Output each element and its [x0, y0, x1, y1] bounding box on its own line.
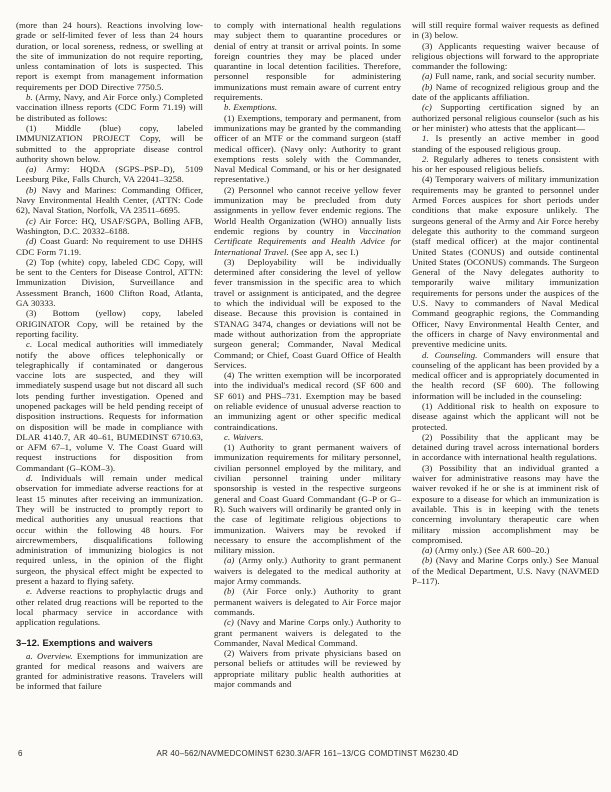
paragraph: [16, 586, 203, 627]
text-run: Adverse reactions to prophylactic drugs and other related drug reactions will be reported to the local pharmacy service in accordance with application regulations.: [16, 586, 203, 628]
italic-text-run: c. Waivers.: [224, 431, 264, 442]
paragraph: [412, 545, 599, 555]
text-run: (Army only.) Authority to grant permanent waivers is delegated to the medical authority at major Army commands.: [214, 555, 401, 587]
text-run: to comply with international health regulations may subject them to quarantine procedures or denial of entry at transit or arrival points. In some foreign countries they may be placed under quarantine in local detention facilities. Therefore, personnel responsible for administering immunizations must remain aware of current entry requirements.: [214, 20, 401, 103]
paragraph: [214, 113, 401, 185]
text-run: (Army only.) (See AR 600–20.): [432, 545, 550, 556]
paragraph: [214, 617, 401, 648]
paragraph: [16, 339, 203, 473]
italic-text-run: (a): [422, 545, 433, 556]
text-run: Regularly adheres to tenets consistent with his or her espoused religious beliefs.: [412, 153, 599, 175]
page-footer: [16, 749, 599, 763]
italic-text-run: (c): [422, 102, 432, 113]
paragraph: [412, 20, 599, 41]
footer-citation: AR 40–562/NAVMEDCOMINST 6230.3/AFR 161–13/CG COMDTINST M6230.4D: [156, 749, 459, 758]
paragraph: [412, 71, 599, 81]
paragraph: [16, 164, 203, 185]
text-run: (2) Personnel who cannot receive yellow fever immunization may be precluded from duty assignments in yellow fever endemic regions. The World Health Organization (WHO) annually lists endemic regions by country in: [214, 184, 401, 236]
text-run: (more than 24 hours). Reactions involving low-grade or self-limited fever of less than 24 hours duration, or local soreness, redness, or swelling at the site of immunization do not require reporting, unless contamination of lots is suspected. This report is exempt from management information requirements per DOD Directive 7750.5.: [16, 20, 203, 92]
text-run: (1) Exemptions, temporary and permanent, from immunizations may be granted by the commanding officer of an MTF or the command surgeon (staff medical officer). (Navy only: Authority to grant exemptions rests solely with the Commander, Naval Medical Command, or his or her designated representative.): [214, 112, 401, 185]
text-columns: [16, 20, 599, 748]
paragraph: [412, 133, 599, 154]
text-run: Coast Guard: No requirement to use DHHS CDC Form 71.19.: [16, 236, 203, 257]
italic-text-run: 1.: [422, 133, 429, 144]
paragraph: [214, 442, 401, 555]
text-run: Army: HQDA (SGPS–PSP–D), 5109 Leesburg Pike, Falls Church, VA 22041–3258.: [16, 164, 203, 185]
text-run: (3) Applicants requesting waiver because of religious objections will forward to the appropriate commander the following:: [412, 40, 599, 72]
text-run: Navy and Marines: Commanding Officer, Navy Environmental Health Center, (ATTN: Code 62), Naval Station, Norfolk, VA 23511–6695.: [16, 184, 203, 216]
text-run: will still require formal waiver requests as defined in (3) below.: [412, 20, 599, 41]
text-run: (3) Deployability will be individually determined after considering the level of yellow fever transmission in the specific area to which travel or assignment is anticipated, and the degree to which the individual will be exposed to the disease. Because this provision is contained in STANAG 3474, changes or deviations will not be made without authorization from the appropriate surgeon general; Commander, Naval Medical Command; or Chief, Coast Guard Office of Health Services.: [214, 256, 401, 370]
italic-text-run: (c): [224, 617, 234, 628]
text-run: (1) Middle (blue) copy, labeled IMMUNIZATION PROJECT Copy, will be submitted to the appropriate disease control authority shown below.: [16, 122, 203, 164]
text-run: (4) The written exemption will be incorporated into the individual's medical record (SF 600 and SF 601) and PHS–731. Exemption may be based on reliable evidence of unusual adverse reaction to an immunizing agent or other specific medical contraindications.: [214, 370, 401, 432]
paragraph: [214, 648, 401, 689]
paragraph: [214, 586, 401, 617]
italic-text-run: (b): [26, 184, 37, 195]
italic-text-run: (a): [422, 71, 433, 82]
paragraph: [412, 154, 599, 175]
paragraph: [16, 236, 203, 257]
text-run: Full name, rank, and social security number.: [432, 71, 596, 82]
paragraph: [214, 555, 401, 586]
italic-text-run: (a): [224, 555, 235, 566]
italic-text-run: c.: [26, 339, 33, 350]
text-run: (1) Authority to grant permanent waivers of immunization requirements for military personnel, civilian personnel employed by the military, and civilian personnel training under military sponsorship is vested in the respective surgeons general and Coast Guard Commandant (G–P or G–R). Such waivers will ordinarily be granted only in the case of legitimate religious objections to immunization. Waivers may be revoked if necessary to ensure the accomplishment of the military mission.: [214, 442, 401, 556]
italic-text-run: b. Exemptions.: [224, 102, 278, 113]
paragraph: [412, 463, 599, 545]
text-run: Air Force: HQ, USAF/SGPA, Bolling AFB, Washington, D.C. 20332–6188.: [16, 215, 203, 236]
text-run: (1) Additional risk to health on exposure to disease against which the applicant will not be protected.: [412, 400, 599, 432]
paragraph: [214, 370, 401, 432]
text-run: (2) Possibility that the applicant may be detained during travel across international borders in accordance with international health regulations.: [412, 431, 599, 463]
paragraph: [412, 41, 599, 72]
paragraph: [16, 651, 203, 692]
paragraph: [412, 432, 599, 463]
paragraph: [214, 102, 401, 112]
paragraph: [214, 20, 401, 102]
italic-text-run: (b): [224, 586, 235, 597]
paragraph: [214, 432, 401, 442]
paragraph: [214, 185, 401, 257]
text-run: Is presently an active member in good standing of the espoused religious group.: [412, 133, 599, 154]
text-run: (Air Force only.) Authority to grant permanent waivers is delegated to Air Force major commands.: [214, 586, 401, 617]
text-run: Commanders will ensure that counseling of the applicant has been provided by a medical officer and is appropriately documented in the health record (SF 600). The following information will be included in the counseling:: [412, 349, 599, 401]
italic-text-run: (b): [422, 81, 433, 92]
italic-text-run: 2.: [422, 153, 429, 164]
column-left: [16, 20, 203, 748]
text-run: (3) Possibility that an individual granted a waiver for administrative reasons may have the waiver revoked if he or she is at imminent risk of exposure to a disease for which an immunization is available. This is in keeping with the tenets concerning involuntary therapeutic care when military mission accomplishment may be compromised.: [412, 462, 599, 545]
italic-text-run: (b): [422, 555, 433, 566]
column-middle: [214, 20, 401, 748]
paragraph: [412, 102, 599, 133]
page-number: 6: [18, 749, 23, 758]
paragraph: [16, 308, 203, 339]
text-run: Name of recognized religious group and the date of the applicants affiliation.: [412, 81, 599, 103]
column-right: [412, 20, 599, 748]
text-run: Exemptions for immunization are granted for medical reasons and waivers are granted for administrative reasons. Travelers will be informed that failure: [16, 650, 203, 692]
paragraph: [214, 257, 401, 370]
italic-text-run: a. Overview.: [26, 650, 73, 661]
italic-text-run: b.: [26, 92, 33, 103]
text-run: 3–12. Exemptions and waivers: [16, 636, 153, 648]
italic-text-run: (c): [26, 215, 36, 226]
text-run: Individuals will remain under medical observation for immediate adverse reactions for at least 15 minutes after receiving an immunization. They will be instructed to promptly report to medical authorities any unusual reactions that occur within the following 48 hours. For aircrewmembers, disqualifications following administration of immunizing biologics is not required unless, in the opinion of the flight surgeon, the physical effect might be expected to present a hazard to flying safety.: [16, 473, 203, 587]
text-run: Local medical authorities will immediately notify the above offices telephonically or telegraphically if contaminated or dangerous vaccine lots are suspected, and they will immediately suspend usage but not discard all such lots pending further investigation. Opened and unopened packages will be held pending receipt of disposition instructions. Requests for information on disposition will be made in compliance with DLAR 4140.7, AR 40–61, BUMEDINST 6710.63, or AFM 67–1, volume V. The Coast Guard will request instructions for disposition from Commandant (G–KOM–3).: [16, 339, 203, 473]
text-run: (4) Temporary waivers of military immunization requirements may be granted to personnel under Armed Forces auspices for short periods under conditions that make exposure unlikely. The surgeons general of the Army and Air Force hereby delegate this authority to the command surgeon (staff medical officer) at the major continental United States (CONUS) and outside continental United States (OCONUS) commands. The Surgeon General of the Navy delegates authority to temporarily waive military immunization requirements for persons under the auspices of the U.S. Navy to commanders of Naval Medical Command geographic regions, the Commanding Officer, Navy Environmental Health Center, and the officers in charge of Navy environmental and preventive medicine units.: [412, 174, 599, 350]
paragraph: [412, 350, 599, 401]
paragraph: [412, 401, 599, 432]
italic-text-run: (a): [26, 164, 37, 175]
text-run: (Navy and Marine Corps only.) Authority to grant permanent waivers is delegated to the Commander, Naval Medical Command.: [214, 617, 401, 648]
paragraph: [412, 82, 599, 103]
text-run: (Army, Navy, and Air Force only.) Completed vaccination illness reports (CDC Form 71.19) will be distributed as follows:: [16, 92, 203, 123]
paragraph: [412, 555, 599, 586]
section-heading: [16, 637, 203, 648]
text-run: Supporting certification signed by an authorized personal religious counselor (such as his or her minister) who attests that the applicant—: [412, 102, 599, 133]
italic-text-run: d. Counseling.: [422, 349, 478, 360]
paragraph: [16, 216, 203, 237]
italic-text-run: Vaccination Certificate Requirements and Health Advice for International Travel.: [214, 225, 401, 257]
paragraph: [412, 174, 599, 349]
paragraph: [16, 20, 203, 92]
paragraph: [16, 92, 203, 123]
paragraph: [16, 257, 203, 308]
paragraph: [16, 473, 203, 586]
italic-text-run: d.: [26, 473, 33, 484]
text-run: (2) Top (white) copy, labeled CDC Copy, will be sent to the Centers for Disease Control, ATTN: Immunization Division, Surveillance and Assessment Branch, 1600 Clifton Road, Atlanta, GA 30333.: [16, 256, 203, 309]
paragraph: [16, 185, 203, 216]
text-run: (Navy and Marine Corps only.) See Manual of the Medical Department, U.S. Navy (NAVMED P–117).: [412, 555, 599, 587]
italic-text-run: (d): [26, 236, 37, 247]
text-run: (See app A, sec I.): [288, 246, 359, 257]
text-run: (3) Bottom (yellow) copy, labeled ORIGINATOR Copy, will be retained by the reporting facility.: [16, 308, 203, 339]
text-run: (2) Waivers from private physicians based on personal beliefs or attitudes will be reviewed by appropriate military public health authorities at major commands and: [214, 648, 401, 689]
italic-text-run: e.: [26, 586, 33, 597]
paragraph: [16, 123, 203, 164]
